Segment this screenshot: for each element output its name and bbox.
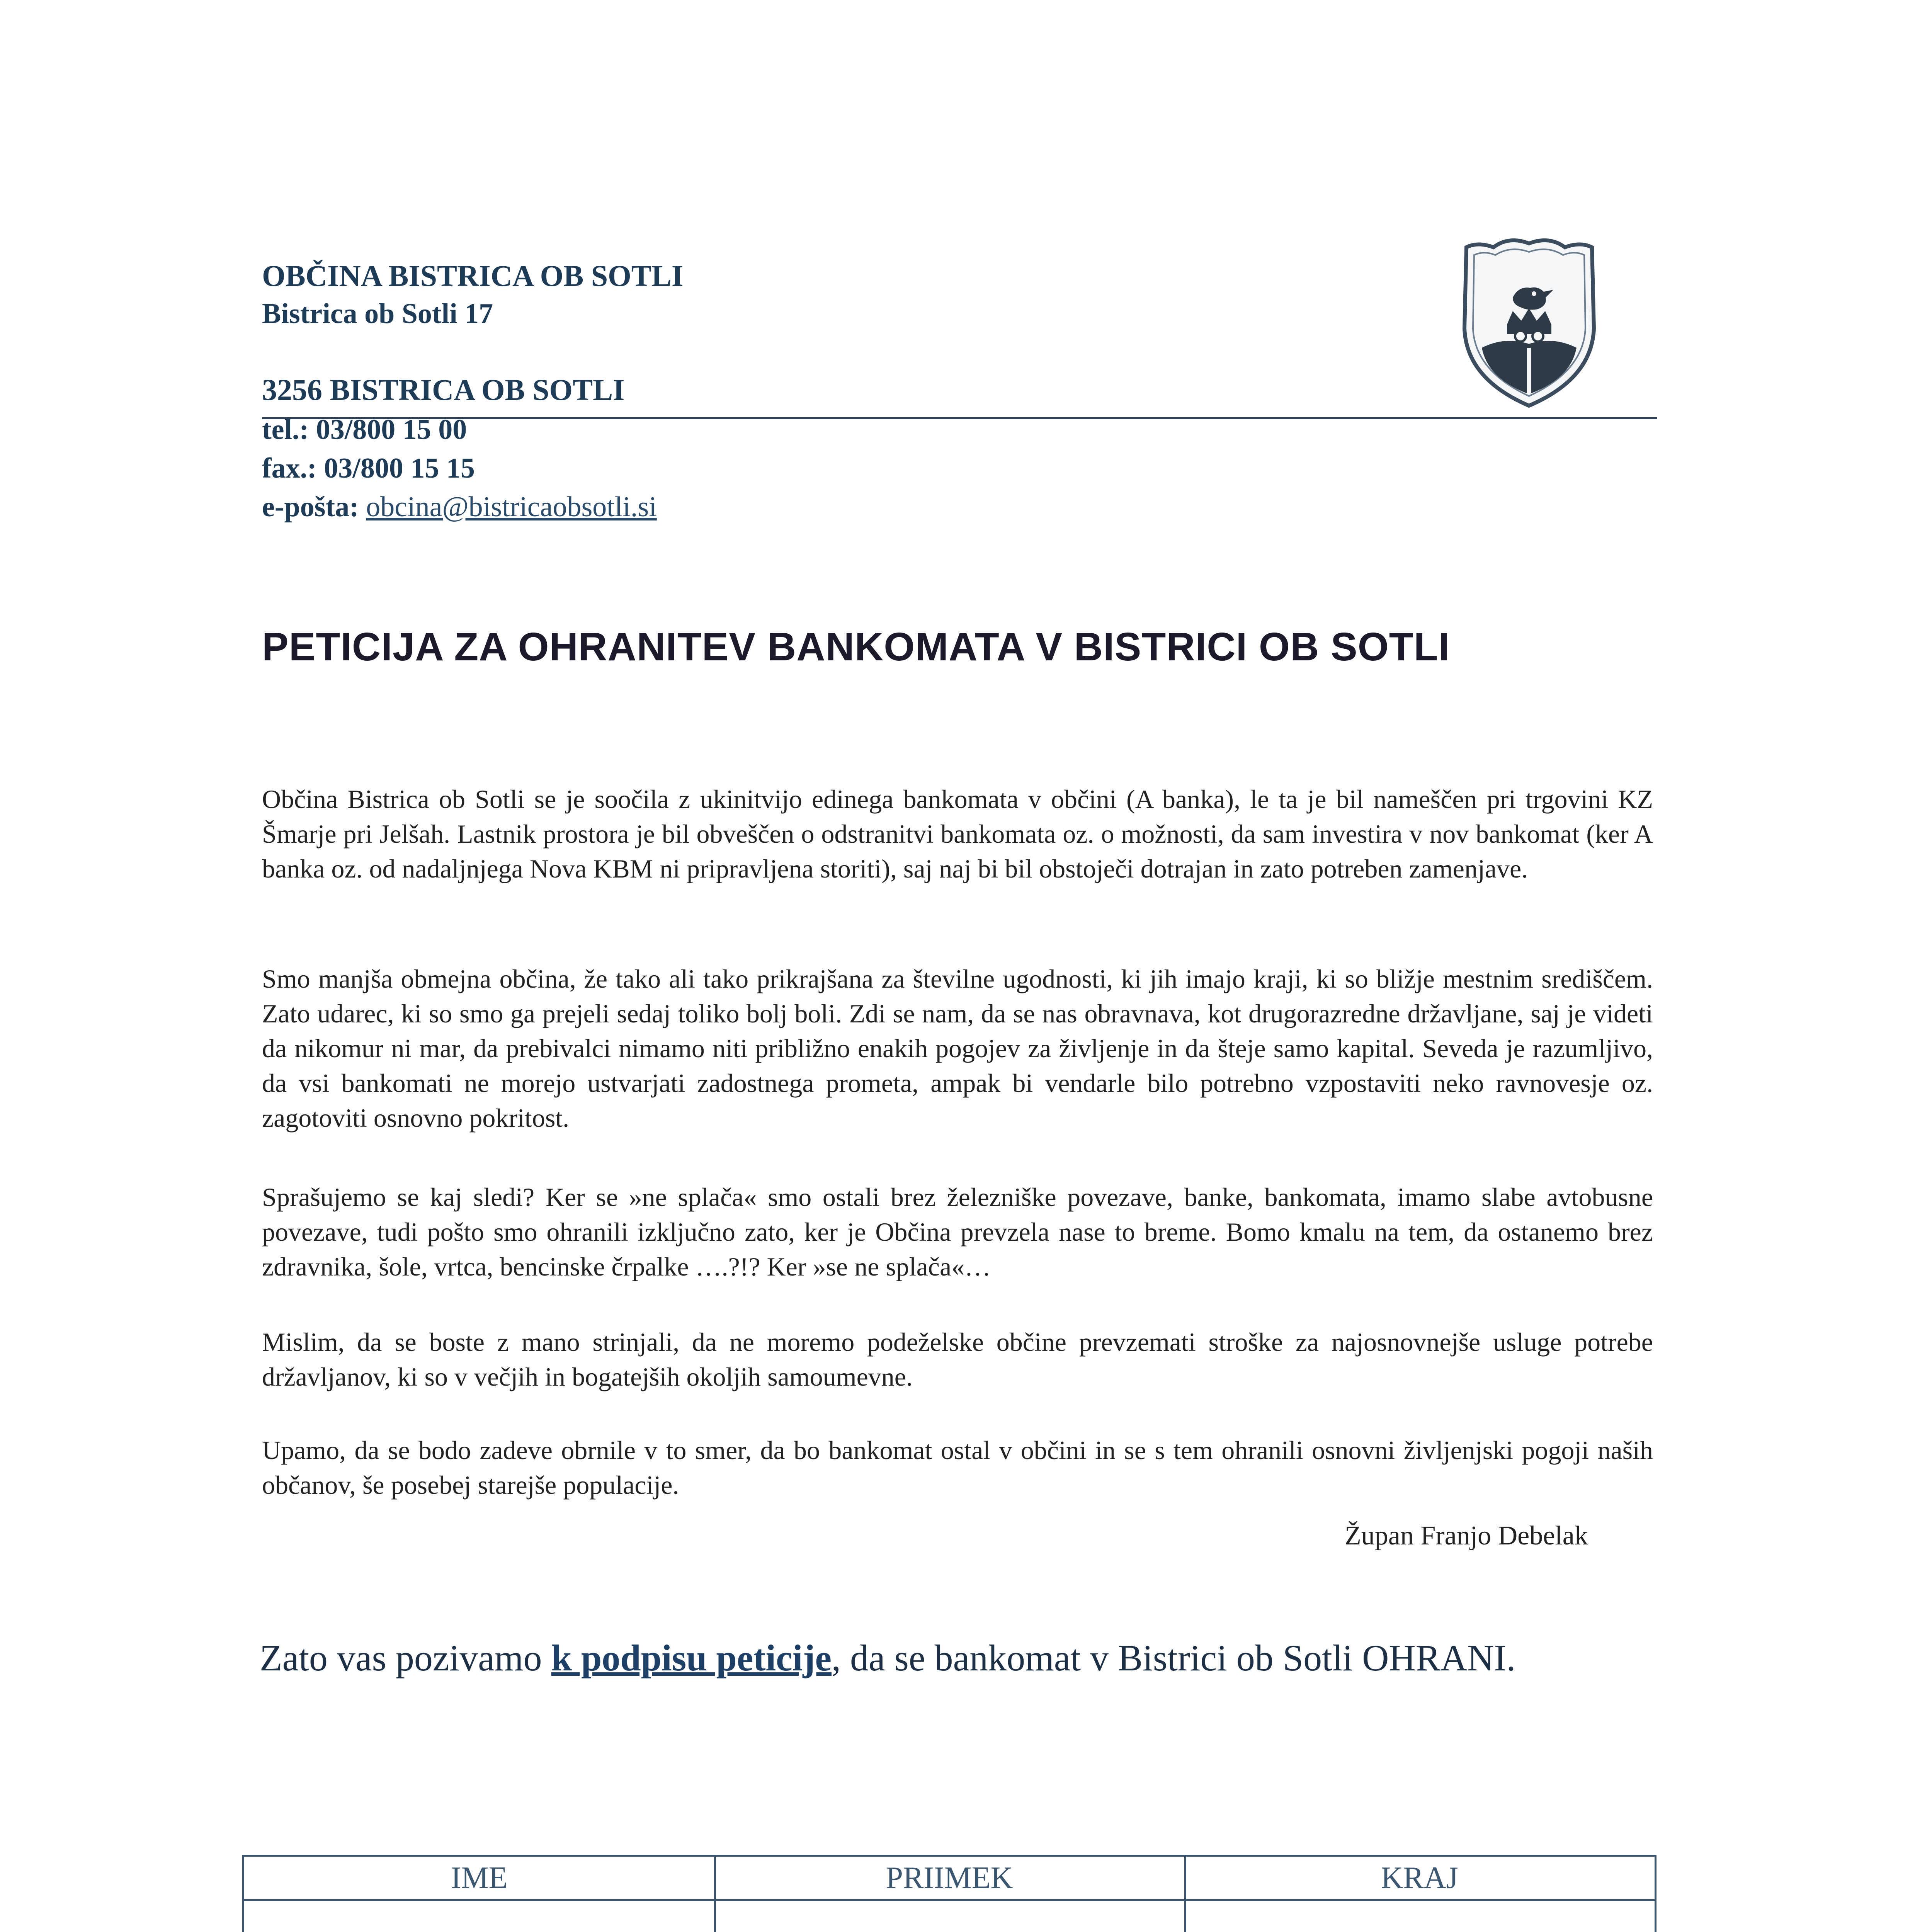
municipality-email-row	[262, 493, 657, 521]
body-paragraph-2: Smo manjša obmejna občina, že tako ali tako prikrajšana za številne ugodnosti, ki jih imajo kraji, ki so bližje mestnim središčem. Zato udarec, ki so smo ga prejeli sedaj toliko bolj boli. Zdi se nam, da se nas obravnava, kot drugorazredne državljane, saj je videti da nikomur ni mar, da prebivalci nimamo niti približno enakih pogojev za življenje in da šteje samo kapital. Seveda je razumljivo, da vsi bankomati ne morejo ustvarjati zadostnega prometa, ampak bi vendarle bilo potrebno vzpostaviti neko ravnovesje oz. zagotoviti osnovno pokritost.	[262, 964, 1653, 1133]
municipality-fax: fax.: 03/800 15 15	[262, 452, 475, 484]
sign-petition-link[interactable]: k podpisu peticije	[551, 1637, 832, 1679]
invite-text-before: Zato vas pozivamo	[260, 1637, 551, 1679]
petition-title: PETICIJA ZA OHRANITEV BANKOMATA V BISTRICI OB SOTLI	[262, 624, 1450, 669]
municipality-street: Bistrica ob Sotli 17	[262, 298, 493, 330]
municipality-phone: tel.: 03/800 15 00	[262, 414, 467, 446]
invite-text-after: , da se bankomat v Bistrici ob Sotli OHRANI.	[831, 1637, 1516, 1679]
signature-table	[242, 1855, 1656, 1932]
field-ime[interactable]	[244, 1899, 714, 1932]
column-header-kraj: KRAJ	[1381, 1861, 1458, 1895]
mayor-signature-line: Župan Franjo Debelak	[1345, 1521, 1588, 1551]
sign-invitation	[260, 1636, 1515, 1679]
body-paragraph-3: Sprašujemo se kaj sledi? Ker se »ne splača« smo ostali brez železniške povezave, banke, bankomata, imamo slabe avtobusne povezave, tudi pošto smo ohranili izključno zato, ker je Občina prevzela nase to breme. Bomo kmalu na tem, da ostanemo brez zdravnika, šole, vrtca, bencinske črpalke ….?!? Ker »se ne splača«…	[262, 1182, 1653, 1281]
email-label: e-pošta:	[262, 491, 359, 523]
body-paragraph-1: Občina Bistrica ob Sotli se je soočila z ukinitvijo edinega bankomata v občini (A banka), le ta je bil nameščen pri trgovini KZ Šmarje pri Jelšah. Lastnik prostora je bil obveščen o odstranitvi bankomata oz. o možnosti, da sam investira v nov bankomat (ker A banka oz. od nadaljnjega Nova KBM ni pripravljena storiti), saj naj bi bil obstoječi dotrajan in zato potreben zamenjave.	[262, 784, 1653, 883]
email-link[interactable]: obcina@bistricaobsotli.si	[366, 491, 657, 523]
coat-of-arms-icon	[1455, 232, 1604, 413]
signature-table-header	[244, 1857, 1655, 1901]
column-header-priimek: PRIIMEK	[886, 1861, 1013, 1895]
field-kraj[interactable]	[1186, 1899, 1655, 1932]
municipality-postal: 3256 BISTRICA OB SOTLI	[262, 373, 625, 406]
field-priimek[interactable]	[716, 1899, 1184, 1932]
municipality-name: OBČINA BISTRICA OB SOTLI	[262, 259, 684, 293]
body-paragraph-5: Upamo, da se bodo zadeve obrnile v to smer, da bo bankomat ostal v občini in se s tem ohranili osnovni življenjski pogoji naših občanov, še posebej starejše populacije.	[262, 1435, 1653, 1500]
column-header-ime: IME	[451, 1861, 508, 1895]
body-paragraph-4: Mislim, da se boste z mano strinjali, da ne moremo podeželske občine prevzemati stroške za najosnovnejše usluge potrebe državljanov, ki so v večjih in bogatejših okoljih samoumevne.	[262, 1327, 1653, 1391]
header-divider	[262, 417, 1657, 419]
